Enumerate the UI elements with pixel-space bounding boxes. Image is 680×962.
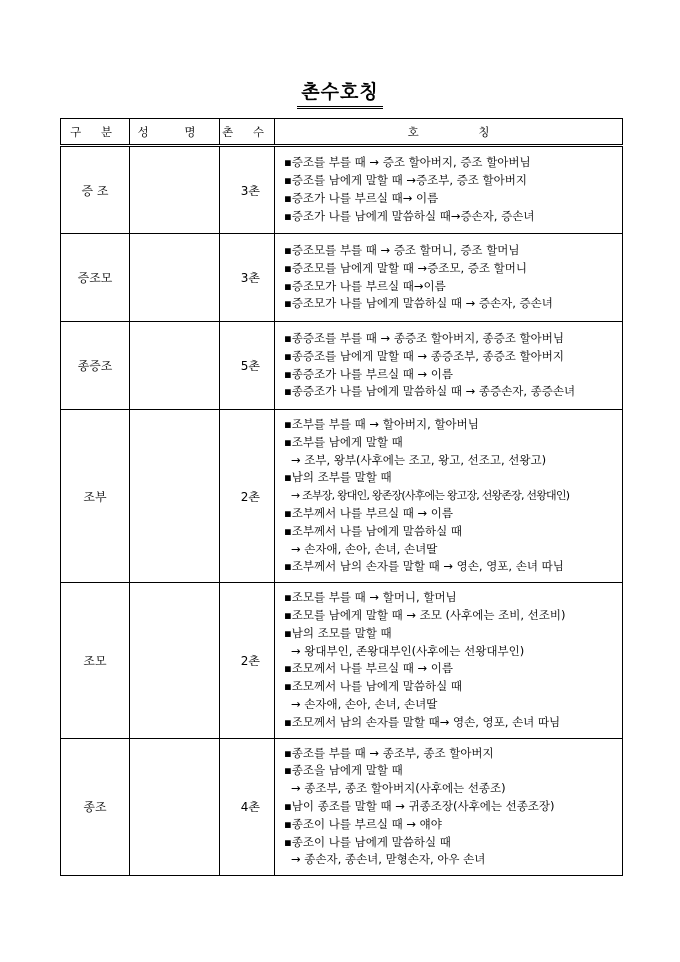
row-degree: 3촌 <box>220 234 275 322</box>
title-line: ▪조모께서 나를 부르실 때 → 이름 <box>284 661 454 676</box>
table-row <box>61 146 623 234</box>
row-degree: 4촌 <box>220 738 275 876</box>
row-titles <box>275 234 623 322</box>
title-line: ▪종증조가 나를 남에게 말씀하실 때 → 종증손자, 종증손녀 <box>284 384 576 399</box>
table-row <box>61 234 623 322</box>
title-line: ▪증조모를 남에게 말할 때 →증조모, 증조 할머니 <box>284 260 527 275</box>
title-line: → 손자애, 손아, 손녀, 손녀딸 <box>291 696 438 711</box>
row-titles <box>275 738 623 876</box>
header-name: 성 명 <box>130 119 220 146</box>
title-line: ▪조모께서 남의 손자를 말할 때→ 영손, 영포, 손녀 따님 <box>284 714 561 729</box>
row-titles <box>275 583 623 738</box>
row-name-cell <box>130 322 220 410</box>
row-name-cell <box>130 583 220 738</box>
title-line: ▪조부께서 나를 남에게 말씀하실 때 <box>284 523 462 538</box>
title-line: → 종조부, 종조 할아버지(사후에는 선종조) <box>291 781 506 796</box>
title-line: ▪증조모를 부를 때 → 증조 할머니, 증조 할머님 <box>284 242 520 257</box>
title-line: ▪남의 조부를 말할 때 <box>284 470 392 485</box>
title-line: ▪증조가 나를 부르실 때→ 이름 <box>284 191 439 205</box>
row-name-cell <box>130 738 220 876</box>
title-line: → 조부장, 왕대인, 왕존장(사후에는 왕고장, 선왕존장, 선왕대인) <box>291 489 570 503</box>
title-line: ▪조부께서 나를 부르실 때 → 이름 <box>284 505 454 520</box>
table-row <box>61 410 623 583</box>
title-line: ▪남의 조모를 말할 때 <box>284 625 392 640</box>
title-line: ▪종증조를 부를 때 → 종증조 할아버지, 종증조 할아버님 <box>284 330 564 345</box>
title-line: → 손자애, 손아, 손녀, 손녀딸 <box>291 541 438 556</box>
title-line: ▪조부를 부를 때 → 할아버지, 할아버님 <box>284 417 479 431</box>
row-titles <box>275 146 623 234</box>
row-category: 종조 <box>61 738 130 876</box>
row-titles <box>275 322 623 410</box>
row-degree: 2촌 <box>220 410 275 583</box>
page-title <box>0 80 680 109</box>
table-row <box>61 322 623 410</box>
row-category: 증조모 <box>61 234 130 322</box>
title-line: ▪증조를 부를 때 → 증조 할아버지, 증조 할아버님 <box>284 155 531 170</box>
title-line: ▪종조이 나를 부르실 때 → 얘야 <box>284 816 442 831</box>
title-line: ▪증조모가 나를 부르실 때→이름 <box>284 278 446 293</box>
title-line: → 왕대부인, 존왕대부인(사후에는 선왕대부인) <box>291 643 525 658</box>
title-line: ▪종조를 부를 때 → 종조부, 종조 할아버지 <box>284 745 494 760</box>
title-line: ▪조모께서 나를 남에게 말씀하실 때 <box>284 679 462 694</box>
row-name-cell <box>130 234 220 322</box>
row-degree: 2촌 <box>220 583 275 738</box>
row-degree: 3촌 <box>220 146 275 234</box>
header-category: 구 분 <box>61 119 130 146</box>
page-title-text: 촌수호칭 <box>297 80 382 109</box>
title-line: ▪증조모가 나를 남에게 말씀하실 때 → 증손자, 증손녀 <box>284 296 553 311</box>
title-line: → 조부, 왕부(사후에는 조고, 왕고, 선조고, 선왕고) <box>291 452 547 467</box>
row-category: 조부 <box>61 410 130 583</box>
table-row <box>61 583 623 738</box>
title-line: ▪조부를 남에게 말할 때 <box>284 434 403 449</box>
row-category: 종증조 <box>61 322 130 410</box>
header-title: 호 칭 <box>275 119 623 146</box>
row-name-cell <box>130 410 220 583</box>
title-line: ▪증조를 남에게 말할 때 →증조부, 증조 할아버지 <box>284 173 527 188</box>
title-line: → 종손자, 종손녀, 맏형손자, 아우 손녀 <box>291 852 486 867</box>
row-titles <box>275 410 623 583</box>
row-degree: 5촌 <box>220 322 275 410</box>
title-line: ▪종증조를 남에게 말할 때 → 종증조부, 종증조 할아버지 <box>284 348 564 363</box>
table-header-row <box>61 119 623 146</box>
table-row <box>61 738 623 876</box>
row-category: 조모 <box>61 583 130 738</box>
title-line: ▪종조을 남에게 말할 때 <box>284 763 403 778</box>
title-line: ▪종증조가 나를 부르실 때 → 이름 <box>284 366 454 381</box>
title-line: ▪증조가 나를 남에게 말씀하실 때→증손자, 증손녀 <box>284 208 535 223</box>
title-line: ▪남이 종조를 말할 때 → 귀종조장(사후에는 선종조장) <box>284 798 555 813</box>
row-name-cell <box>130 146 220 234</box>
row-category: 증 조 <box>61 146 130 234</box>
title-line: ▪조모를 남에게 말할 때 → 조모 (사후에는 조비, 선조비) <box>284 607 566 622</box>
title-line: ▪조부께서 남의 손자를 말할 때 → 영손, 영포, 손녀 따님 <box>284 559 564 574</box>
header-degree: 촌 수 <box>220 119 275 146</box>
kinship-table <box>60 118 623 876</box>
title-line: ▪조모를 부를 때 → 할머니, 할머님 <box>284 590 457 605</box>
title-line: ▪종조이 나를 남에게 말씀하실 때 <box>284 834 451 849</box>
